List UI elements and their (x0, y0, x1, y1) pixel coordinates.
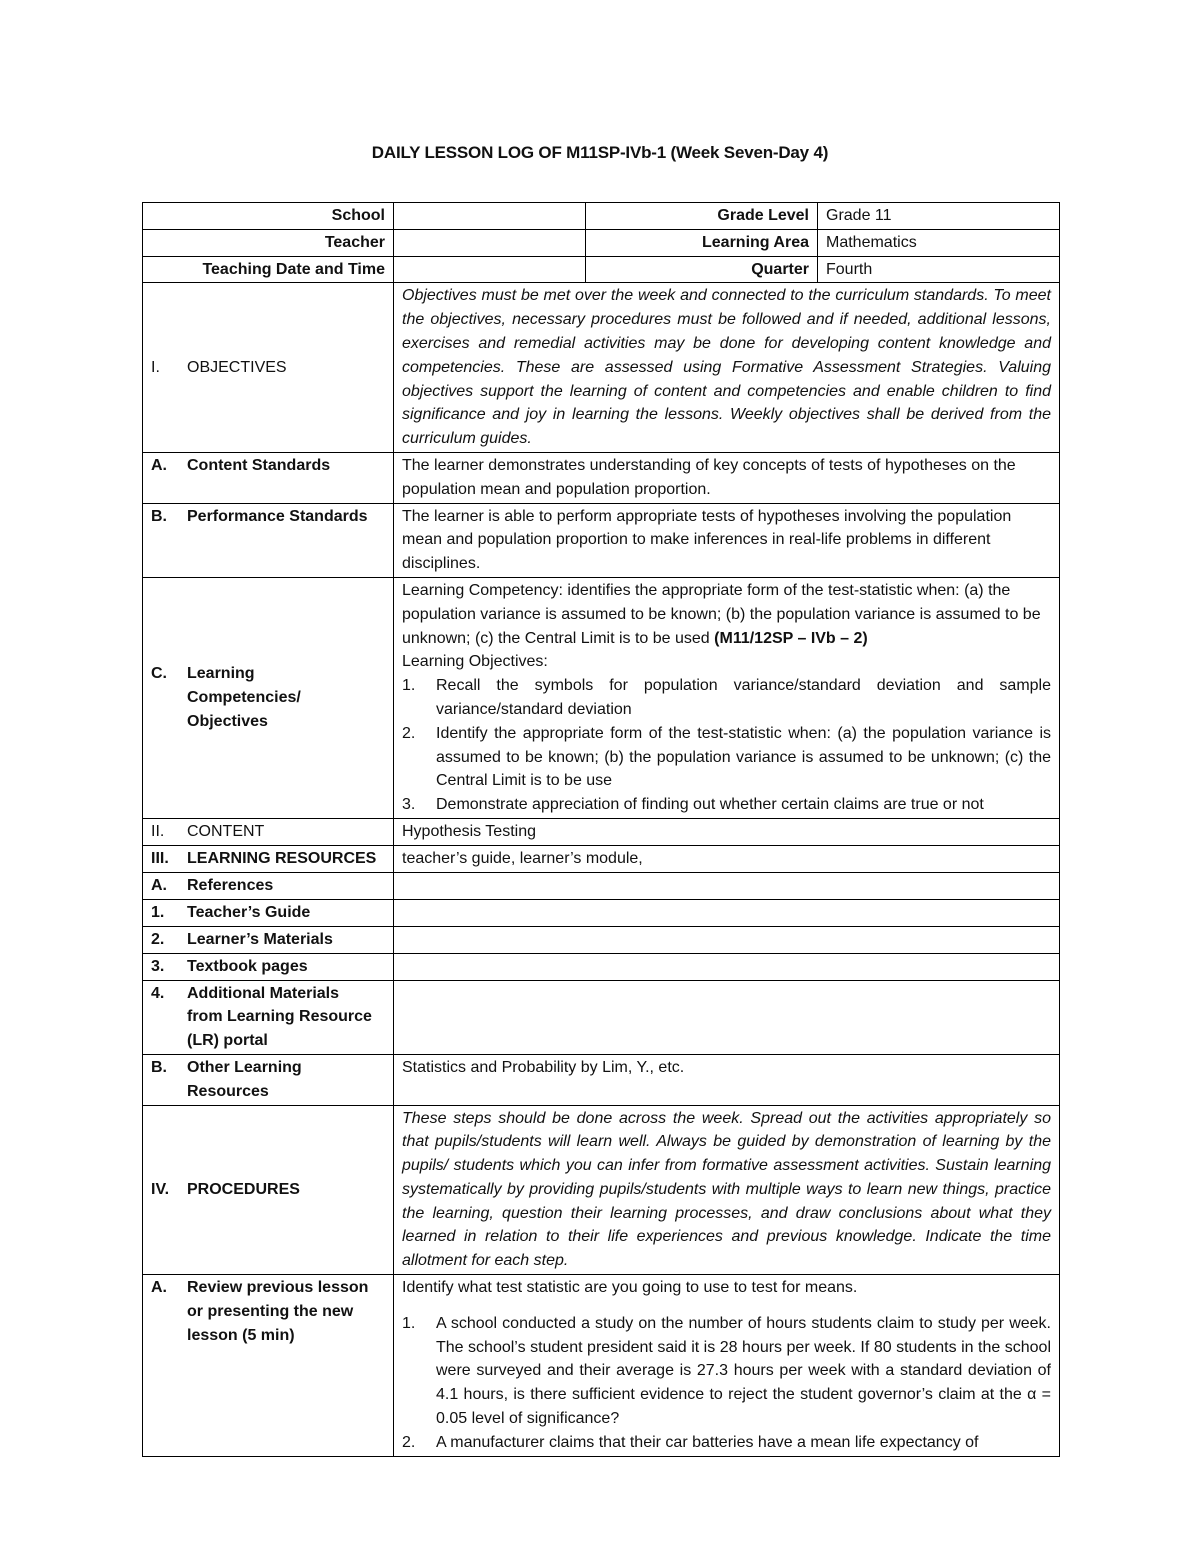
learning-area-value[interactable]: Mathematics (818, 229, 1060, 256)
references-value[interactable] (394, 872, 1060, 899)
competencies-content (394, 577, 1060, 818)
objectives-row (143, 283, 1060, 453)
teacher-value[interactable] (394, 229, 586, 256)
learning-resources-text: teacher’s guide, learner’s module, (394, 845, 1060, 872)
list-text: Recall the symbols for population variance/standard deviation and sample variance/standard deviation (436, 677, 1051, 718)
additional-materials-value[interactable] (394, 980, 1060, 1054)
section-label: PROCEDURES (187, 1180, 300, 1198)
learning-area-label: Learning Area (586, 229, 818, 256)
section-number: A. (151, 456, 167, 474)
competency-code: (M11/12SP – IVb – 2) (714, 629, 868, 647)
section-label: Learner’s Materials (187, 930, 333, 948)
section-label-line: from Learning Resource (187, 1008, 372, 1026)
section-number: C. (151, 665, 167, 683)
review-row (143, 1275, 1060, 1457)
section-number: 2. (151, 930, 165, 948)
section-label-line: lesson (5 min) (187, 1326, 295, 1344)
review-intro: Identify what test statistic are you going to use to test for means. (402, 1279, 858, 1297)
procedures-note: These steps should be done across the week. Spread out the activities appropriately so that pupils/students will learn well. Always be guided by demonstration of learning by the pupils/ students which you can infer from formative assessment activities. Sustain learning systematically by providing pupils/students with multiple ways to learn new things, practice the learning, question their learning processes, and draw conclusions about what they learned in relation to their life experiences and previous knowledge. Indicate the time allotment for each step. (394, 1105, 1060, 1275)
procedures-row (143, 1105, 1060, 1275)
list-text: Identify the appropriate form of the test-statistic when: (a) the population variance is assumed to be known; (b) the population variance is assumed to be unknown; (c) the Central Limit is to be use (436, 724, 1051, 790)
list-number: 1. (402, 677, 416, 695)
teachers-guide-row (143, 899, 1060, 926)
review-label-cell (143, 1275, 394, 1457)
list-text: Demonstrate appreciation of finding out whether certain claims are true or not (436, 796, 984, 814)
section-label-line: Competencies/ (187, 689, 301, 707)
section-number: A. (151, 1279, 167, 1297)
header-row-date (143, 256, 1060, 283)
performance-standards-row (143, 503, 1060, 577)
section-label-line: Review previous lesson (187, 1279, 369, 1297)
list-item (402, 1431, 1051, 1455)
teachers-guide-value[interactable] (394, 899, 1060, 926)
objectives-label-cell (143, 283, 394, 453)
grade-level-label: Grade Level (586, 203, 818, 230)
section-number: I. (151, 358, 160, 376)
list-number: 3. (402, 796, 416, 814)
section-number: II. (151, 822, 165, 840)
section-number: B. (151, 1058, 167, 1076)
learning-resources-row (143, 845, 1060, 872)
textbook-pages-value[interactable] (394, 953, 1060, 980)
date-label: Teaching Date and Time (143, 256, 394, 283)
school-value[interactable] (394, 203, 586, 230)
header-row-school (143, 203, 1060, 230)
learners-materials-value[interactable] (394, 926, 1060, 953)
textbook-pages-row (143, 953, 1060, 980)
section-label-line: or presenting the new (187, 1302, 354, 1320)
references-label-cell (143, 872, 394, 899)
section-label: Content Standards (187, 456, 331, 474)
additional-materials-label-cell (143, 980, 394, 1054)
date-value[interactable] (394, 256, 586, 283)
section-label: Textbook pages (187, 957, 308, 975)
section-label: References (187, 876, 274, 894)
teachers-guide-label-cell (143, 899, 394, 926)
teacher-label: Teacher (143, 229, 394, 256)
review-content (394, 1275, 1060, 1457)
competencies-row (143, 577, 1060, 818)
section-number: B. (151, 507, 167, 525)
list-item (402, 722, 1051, 793)
section-label: Performance Standards (187, 507, 368, 525)
school-label: School (143, 203, 394, 230)
section-number: 3. (151, 957, 165, 975)
objectives-heading: Learning Objectives: (402, 653, 548, 671)
references-row (143, 872, 1060, 899)
quarter-value[interactable]: Fourth (818, 256, 1060, 283)
textbook-pages-label-cell (143, 953, 394, 980)
section-number: A. (151, 876, 167, 894)
section-label: OBJECTIVES (187, 358, 287, 376)
list-text: A school conducted a study on the number of hours students claim to study per week. The school’s student president said it is 28 hours per week. If 80 students in the school were surveyed and their average is 27.3 hours per week with a standard deviation of 4.1 hours, is there sufficient evidence to reject the student governor’s claim at the α = 0.05 level of significance? (436, 1314, 1051, 1428)
list-number: 2. (402, 1433, 416, 1451)
section-label-line: Other Learning (187, 1058, 302, 1076)
page-title: DAILY LESSON LOG OF M11SP-IVb-1 (Week Seven-Day 4) (371, 143, 829, 162)
list-number: 2. (402, 724, 416, 742)
list-number: 1. (402, 1314, 416, 1332)
section-label-line: Additional Materials (187, 984, 340, 1002)
section-label: LEARNING RESOURCES (187, 849, 377, 867)
competency-text: Learning Competency: identifies the appropriate form of the test-statistic when: (a) the population variance is assumed to be known; (b) the population variance is assumed to be unknown; (c) the Central Limit is to be used (402, 581, 1041, 647)
section-label-line: Resources (187, 1082, 269, 1100)
objectives-note: Objectives must be met over the week and connected to the curriculum standards. To meet the objectives, necessary procedures must be followed and if needed, additional lessons, exercises and remedial activities may be done for developing content knowledge and competencies. These are assessed using Formative Assessment Strategies. Valuing objectives support the learning of content and competencies and enable children to find significance and joy in learning the lessons. Weekly objectives shall be derived from the curriculum guides. (394, 283, 1060, 453)
section-number: 1. (151, 903, 165, 921)
additional-materials-row (143, 980, 1060, 1054)
section-number: 4. (151, 984, 165, 1002)
competencies-label-cell (143, 577, 394, 818)
quarter-label: Quarter (586, 256, 818, 283)
other-resources-label-cell (143, 1054, 394, 1105)
list-item (402, 674, 1051, 722)
section-label-line: Learning (187, 665, 255, 683)
section-label-line: (LR) portal (187, 1032, 268, 1050)
list-item (402, 1312, 1051, 1431)
content-standards-text: The learner demonstrates understanding of key concepts of tests of hypotheses on the population mean and population proportion. (394, 452, 1060, 503)
content-standards-label-cell (143, 452, 394, 503)
content-label-cell (143, 818, 394, 845)
lesson-log-table (142, 202, 1060, 1457)
section-label-line: Objectives (187, 712, 268, 730)
section-number: IV. (151, 1180, 170, 1198)
section-label: CONTENT (187, 822, 265, 840)
section-number: III. (151, 849, 169, 867)
list-item (402, 793, 1051, 817)
procedures-label-cell (143, 1105, 394, 1275)
other-resources-text: Statistics and Probability by Lim, Y., etc. (394, 1054, 1060, 1105)
header-row-teacher (143, 229, 1060, 256)
other-resources-row (143, 1054, 1060, 1105)
content-standards-row (143, 452, 1060, 503)
grade-level-value[interactable]: Grade 11 (818, 203, 1060, 230)
section-label: Teacher’s Guide (187, 903, 311, 921)
learners-materials-label-cell (143, 926, 394, 953)
performance-standards-label-cell (143, 503, 394, 577)
content-row (143, 818, 1060, 845)
list-text: A manufacturer claims that their car batteries have a mean life expectancy of (436, 1433, 979, 1451)
performance-standards-text: The learner is able to perform appropriate tests of hypotheses involving the population mean and population proportion to make inferences in real-life problems in different disciplines. (394, 503, 1060, 577)
learners-materials-row (143, 926, 1060, 953)
content-text: Hypothesis Testing (394, 818, 1060, 845)
learning-resources-label-cell (143, 845, 394, 872)
